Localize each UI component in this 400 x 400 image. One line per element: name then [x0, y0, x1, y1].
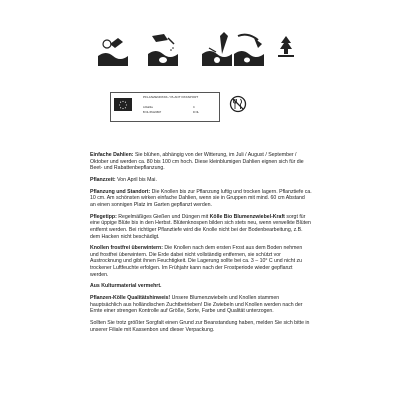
bulb-watering-icon: [146, 30, 180, 70]
bulb-planting-icon: [96, 30, 130, 70]
care-instructions-text: [90, 152, 312, 339]
planting-text: Die Knollen bis zur Pflanzung luftig und trocken lagern. Pflanztiefe ca. 10 cm. Am schönsten wirken einfache Dahlien, wenn sie in Gruppen mit mind. 60 cm Abstand an einen sonnigen Platz im Garten gepflanzt werden.: [90, 188, 312, 208]
intro-text: Sie blühen, abhängig von der Witterung, im Juli / August / September / Oktober und werden ca. 80 bis 100 cm hoch. Diese kleinblumigen Dahlien eignen sich für die Beet- und Rabattenbepflanzung.: [90, 152, 304, 172]
intro-title: Einfache Dahlien:: [90, 152, 134, 158]
eu-flag-icon: [114, 98, 132, 110]
period-paragraph: [90, 177, 312, 184]
complaint-text: Sollten Sie trotz größter Sorgfalt einen Grund zur Beanstandung haben, melden Sie sich bitte in unserer Filiale mit Kassenbon und dieser Verpackung.: [90, 320, 310, 333]
complaint-paragraph: [90, 320, 312, 333]
bulb-growing-icon: [200, 30, 234, 70]
fsc-logo: [276, 34, 296, 68]
care-text-1: Regelmäßiges Gießen und Düngen mit: [116, 213, 210, 220]
quality-title: Pflanzen-Kölle Qualitätshinweis!: [90, 295, 171, 302]
winter-text: Die Knollen nach dem ersten Frost aus dem Boden nehmen und frostfrei überwintern. Die Erde dabei nicht vollständig entfernen, sie schützt vor Austrocknung und gibt ihnen Feuchtigkeit. Die Lagerung sollte bei ca. 3 – 10° C und nicht zu trockener Luftfeuchte erfolgen. Im Frühjahr kann nach der Frostperiode wieder gepflanzt werden.: [90, 245, 303, 278]
plant-passport-c: C: [193, 106, 195, 109]
care-paragraph: [90, 214, 312, 240]
care-title: Pflegetipp:: [90, 213, 117, 220]
plant-passport-d: D NL: [193, 111, 199, 114]
care-product: Kölle Bio Blumenzwiebel-Kraft: [209, 213, 285, 220]
plant-passport-title: PFLANZENPASS / PLANT PASSPORT: [143, 95, 199, 99]
winter-title: Knollen frostfrei überwintern:: [90, 245, 163, 252]
quality-text: Unsere Blumenzwiebeln und Knollen stammen hauptsächlich aus holländischen Zuchtbetrieben! Die Zwiebeln und Knollen werden nach der Ernte einer strengen Kontrolle auf Größe, Sorte, Farbe und Qualität unterzogen.: [90, 295, 303, 315]
plant-passport-b: B NL-56124697: [143, 111, 162, 114]
culture-paragraph: [90, 283, 312, 290]
winter-paragraph: [90, 245, 312, 278]
plant-passport-box: [110, 92, 220, 122]
plant-passport-a: A Dahlia: [143, 106, 153, 109]
intro-paragraph: [90, 152, 312, 172]
planting-title: Pflanzung und Standort:: [90, 188, 151, 195]
culture-title: Aus Kulturmaterial vermehrt.: [90, 283, 162, 290]
period-title: Pflanzzeit:: [90, 176, 116, 183]
bulb-digging-icon: [232, 30, 266, 70]
no-eating-icon: [229, 95, 247, 113]
fsc-tree-icon: [276, 34, 296, 58]
planting-paragraph: [90, 189, 312, 209]
care-text-2: sorgt für eine üppige Blüte bis in den Herbst. Blütenknospen bilden sich stets neu, wenn verwelkte Blüten entfernt werden. Bei richtiger Pflanztiefe wird die Knolle nicht bei der Bodenbearbeitung, z.B. dem Hacken nicht beschädigt.: [90, 213, 311, 240]
quality-paragraph: [90, 295, 312, 315]
period-text: Von April bis Mai.: [115, 176, 157, 183]
